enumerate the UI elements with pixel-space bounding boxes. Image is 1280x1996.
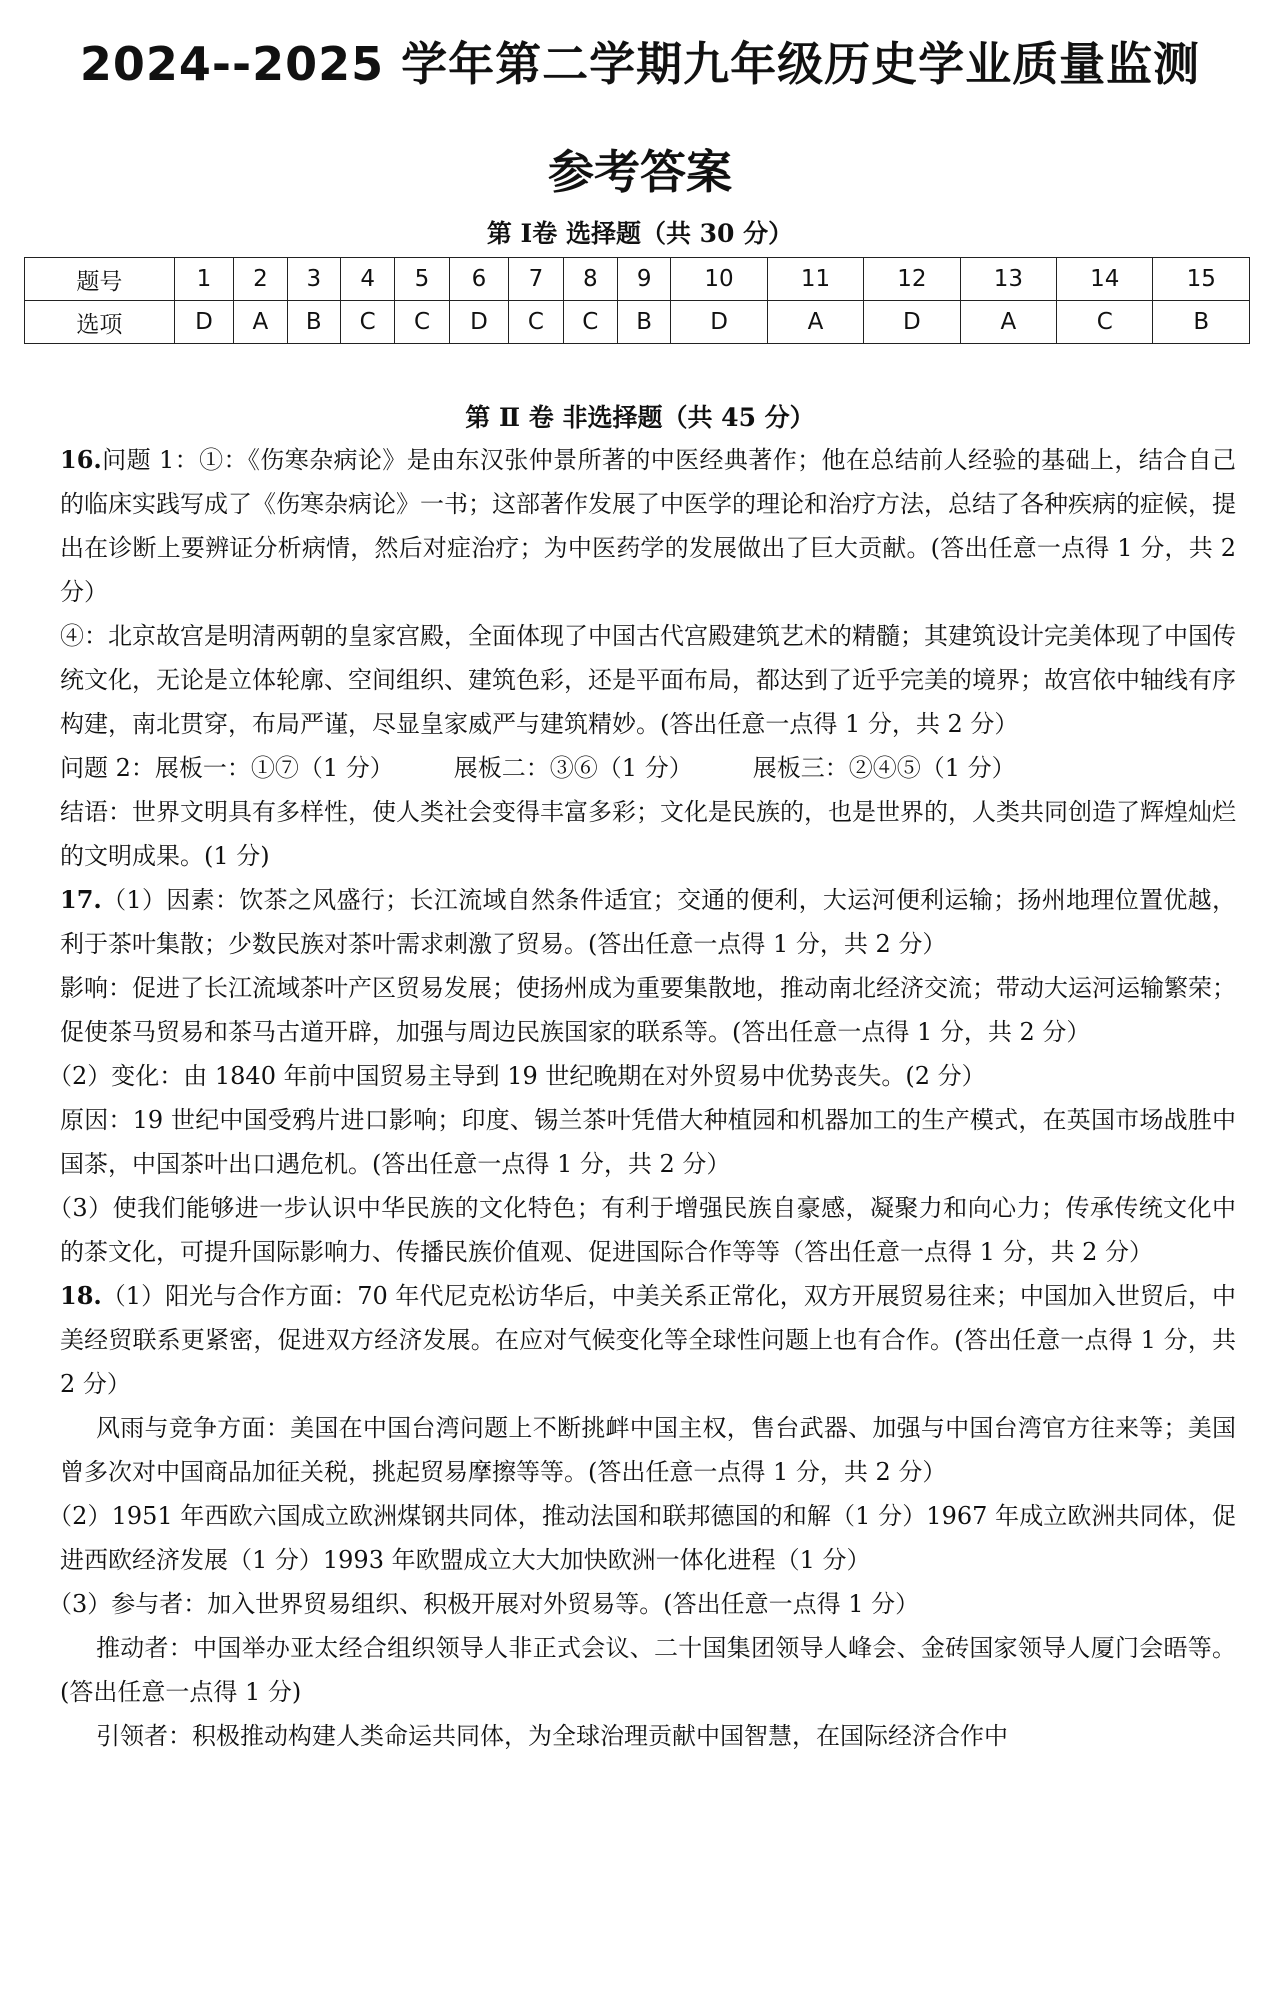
question-number-cell: 11 bbox=[767, 258, 863, 301]
q18-p1: 18.（1）阳光与合作方面：70 年代尼克松访华后，中美关系正常化，双方开展贸易往来；中国加入世贸后，中美经贸联系更紧密，促进双方经济发展。在应对气候变化等全球性问题上也有合作。(答出任意一点得 1 分，共 2 分） bbox=[60, 1281, 1236, 1398]
page-subtitle: 参考答案 bbox=[548, 145, 732, 199]
q18-number: 18. bbox=[60, 1281, 102, 1310]
answer-option-cell: A bbox=[960, 301, 1056, 344]
question-number-cell: 3 bbox=[287, 258, 340, 301]
q17-p3: （2）变化：由 1840 年前中国贸易主导到 19 世纪晚期在对外贸易中优势丧失。(2 分） bbox=[48, 1062, 986, 1090]
q17-p4: 原因：19 世纪中国受鸦片进口影响；印度、锡兰茶叶凭借大种植园和机器加工的生产模式，在英国市场战胜中国茶，中国茶叶出口遇危机。(答出任意一点得 1 分，共 2 分） bbox=[60, 1106, 1236, 1178]
q18-p2: 风雨与竞争方面：美国在中国台湾问题上不断挑衅中国主权，售台武器、加强与中国台湾官方往来等；美国曾多次对中国商品加征关税，挑起贸易摩擦等等。(答出任意一点得 1 分，共 2 分） bbox=[60, 1414, 1236, 1486]
q18-p5: 推动者：中国举办亚太经合组织领导人非正式会议、二十国集团领导人峰会、金砖国家领导人厦门会晤等。(答出任意一点得 1 分) bbox=[60, 1634, 1236, 1706]
answer-table bbox=[24, 257, 1250, 344]
answer-option-cell: C bbox=[395, 301, 449, 344]
q18-p4: （3）参与者：加入世界贸易组织、积极开展对外贸易等。(答出任意一点得 1 分） bbox=[48, 1590, 920, 1618]
answer-option-cell: C bbox=[1057, 301, 1153, 344]
q16-p4: 结语：世界文明具有多样性，使人类社会变得丰富多彩；文化是民族的，也是世界的，人类共同创造了辉煌灿烂的文明成果。(1 分) bbox=[60, 798, 1236, 870]
question-number-cell: 6 bbox=[449, 258, 509, 301]
answer-option-cell: C bbox=[563, 301, 617, 344]
answer-option-cell: B bbox=[287, 301, 340, 344]
answer-option-cell: D bbox=[449, 301, 509, 344]
answer-option-cell: C bbox=[341, 301, 395, 344]
question-number-cell: 1 bbox=[174, 258, 234, 301]
q18-p3: （2）1951 年西欧六国成立欧洲煤钢共同体，推动法国和联邦德国的和解（1 分）1967 年成立欧洲共同体，促进西欧经济发展（1 分）1993 年欧盟成立大大加快欧洲一体化进程（1 分） bbox=[48, 1502, 1236, 1574]
question-number-cell: 4 bbox=[341, 258, 395, 301]
question-number-cell: 2 bbox=[234, 258, 287, 301]
answer-option-cell: D bbox=[174, 301, 234, 344]
question-number-cell: 14 bbox=[1057, 258, 1153, 301]
q16-p2: ④：北京故宫是明清两朝的皇家宫殿，全面体现了中国古代宫殿建筑艺术的精髓；其建筑设计完美体现了中国传统文化，无论是立体轮廓、空间组织、建筑色彩，还是平面布局，都达到了近乎完美的境界；故宫依中轴线有序构建，南北贯穿，布局严谨，尽显皇家威严与建筑精妙。(答出任意一点得 1 分，共 2 分） bbox=[60, 622, 1236, 738]
q16-p1: 16.问题 1：①：《伤寒杂病论》是由东汉张仲景所著的中医经典著作；他在总结前人经验的基础上，结合自己的临床实践写成了《伤寒杂病论》一书；这部著作发展了中医学的理论和治疗方法，总结了各种疾病的症候，提出在诊断上要辨证分析病情，然后对症治疗；为中医药学的发展做出了巨大贡献。(答出任意一点得 1 分，共 2 分） bbox=[60, 445, 1236, 606]
question-number-cell: 12 bbox=[864, 258, 960, 301]
question-number-cell: 7 bbox=[509, 258, 563, 301]
question-number-cell: 13 bbox=[960, 258, 1056, 301]
table-row bbox=[25, 301, 1250, 344]
q17-number: 17. bbox=[60, 885, 102, 914]
answers-body bbox=[48, 438, 1236, 1758]
section-1-title: 第 Ⅰ卷 选择题（共 30 分） bbox=[486, 219, 794, 248]
q16-number: 16. bbox=[60, 445, 102, 474]
question-number-cell: 8 bbox=[563, 258, 617, 301]
answer-option-cell: B bbox=[617, 301, 670, 344]
section-2-title: 第 Ⅱ 卷 非选择题（共 45 分） bbox=[465, 403, 815, 432]
q17-p5: （3）使我们能够进一步认识中华民族的文化特色；有利于增强民族自豪感，凝聚力和向心力；传承传统文化中的茶文化，可提升国际影响力、传播民族价值观、促进国际合作等等（答出任意一点得 1 分，共 2 分） bbox=[48, 1194, 1236, 1266]
row-label: 题号 bbox=[25, 258, 175, 301]
question-number-cell: 9 bbox=[617, 258, 670, 301]
question-number-cell: 15 bbox=[1153, 258, 1250, 301]
answer-option-cell: C bbox=[509, 301, 563, 344]
page-title: 2024--2025 学年第二学期九年级历史学业质量监测 bbox=[79, 37, 1201, 91]
q16-p3: 问题 2：展板一：①⑦（1 分） 展板二：③⑥（1 分） 展板三：②④⑤（1 分） bbox=[60, 754, 1016, 782]
q17-p2: 影响：促进了长江流域茶叶产区贸易发展；使扬州成为重要集散地，推动南北经济交流；带动大运河运输繁荣；促使茶马贸易和茶马古道开辟，加强与周边民族国家的联系等。(答出任意一点得 1 分，共 2 分） bbox=[60, 974, 1236, 1046]
q18-p6: 引领者：积极推动构建人类命运共同体，为全球治理贡献中国智慧，在国际经济合作中 bbox=[96, 1722, 1008, 1750]
answer-option-cell: B bbox=[1153, 301, 1250, 344]
question-number-cell: 10 bbox=[671, 258, 767, 301]
answer-option-cell: D bbox=[671, 301, 767, 344]
question-number-cell: 5 bbox=[395, 258, 449, 301]
answer-option-cell: A bbox=[767, 301, 863, 344]
q17-p1: 17.（1）因素：饮茶之风盛行；长江流域自然条件适宜；交通的便利，大运河便利运输；扬州地理位置优越，利于茶叶集散；少数民族对茶叶需求刺激了贸易。(答出任意一点得 1 分，共 2 分） bbox=[60, 885, 1236, 958]
answer-option-cell: D bbox=[864, 301, 960, 344]
table-row bbox=[25, 258, 1250, 301]
answer-option-cell: A bbox=[234, 301, 287, 344]
row-label: 选项 bbox=[25, 301, 175, 344]
